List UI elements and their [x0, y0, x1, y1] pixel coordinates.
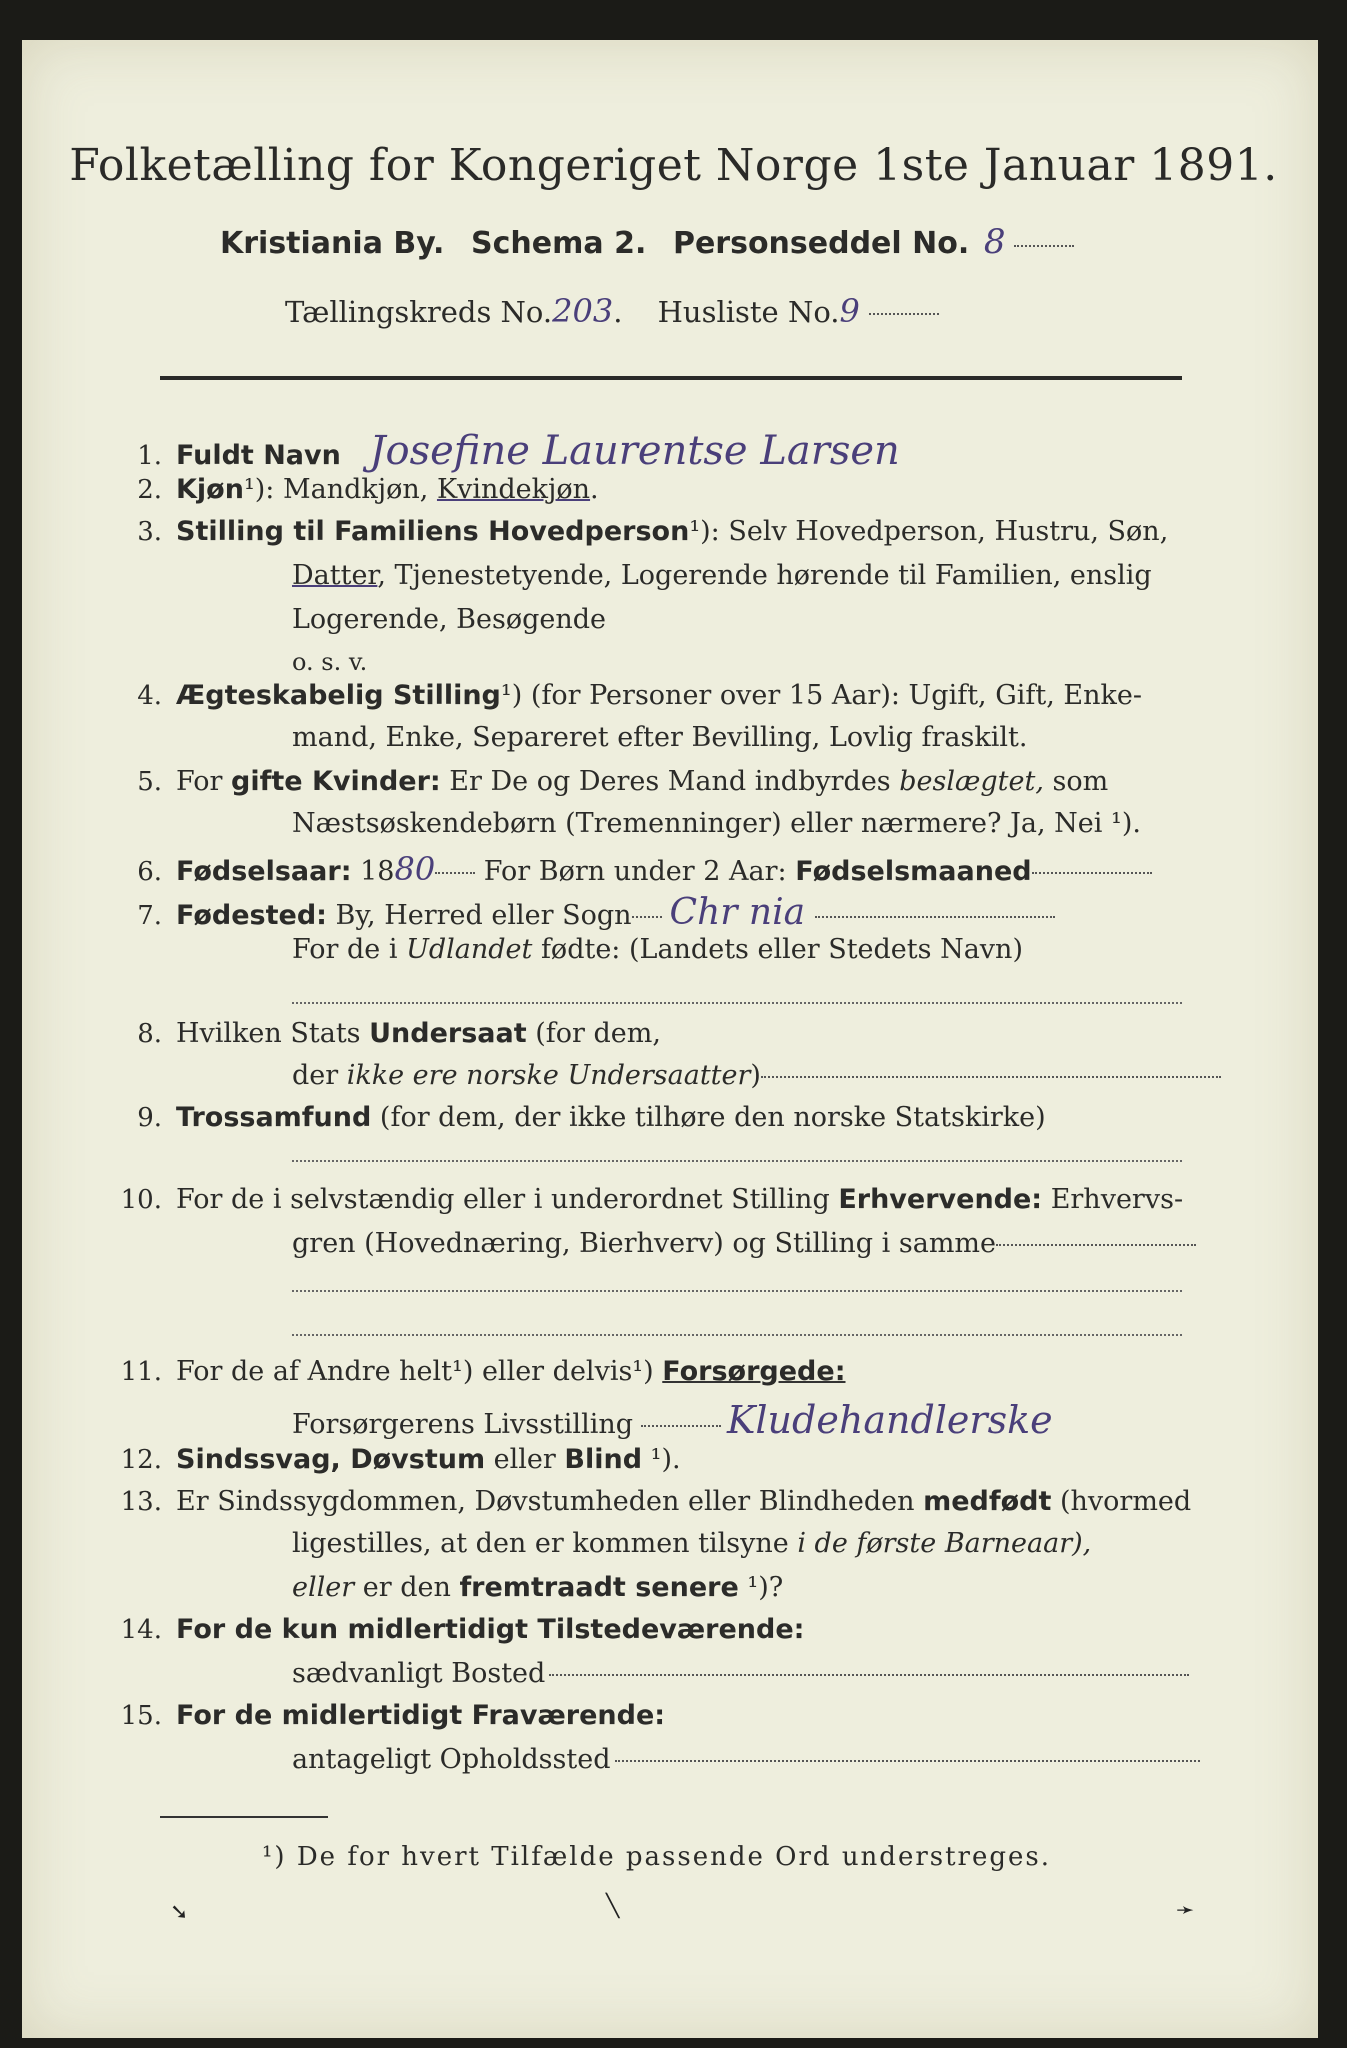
gender-selected: Kvindekjøn [436, 474, 591, 505]
header-rule [160, 376, 1182, 380]
provider-dots [641, 1425, 721, 1427]
provider-label: Forsørgerens Livsstilling [292, 1409, 634, 1440]
item-5-text: For [176, 766, 232, 797]
item-number: 14. [120, 1615, 162, 1645]
birth-year-label: Fødselsaar: [176, 856, 352, 887]
abroad-text: For de i [292, 934, 407, 965]
item-8 [100, 1018, 661, 1049]
supported-text: For de af Andre helt¹) eller delvis¹) [176, 1356, 663, 1387]
congenital-l3-text: er den [354, 1572, 460, 1603]
congenital-l2: ligestilles, at den er kommen tilsyne [292, 1528, 798, 1559]
item-6 [100, 850, 1152, 888]
taellingskreds-label: Tællingskreds No. [285, 295, 553, 329]
item-10-line-2 [292, 1228, 1196, 1259]
personseddel-number: 8 [983, 222, 1006, 262]
item-3-line-2 [292, 560, 1152, 591]
item-13-line-2 [292, 1528, 1091, 1559]
birthplace-value: Chr nia [669, 892, 806, 933]
personseddel-label: Personseddel No. [672, 226, 970, 261]
item-number: 12. [120, 1445, 162, 1475]
subject-dots [761, 1076, 1221, 1078]
corner-mark-right: ➛ [1176, 1898, 1195, 1923]
abroad-italic: Udlandet [406, 934, 533, 965]
later-onset-label: fremtraadt senere [459, 1572, 739, 1603]
page-title: Folketælling for Kongeriget Norge 1ste Januar 1891. [69, 140, 1278, 191]
footnote: ¹) De for hvert Tilfælde passende Ord understreges. [262, 1842, 1052, 1872]
item-15 [100, 1700, 665, 1731]
occupation-dots-3 [292, 1334, 1182, 1336]
item-number: 3. [137, 517, 162, 547]
congenital-l3-italic: eller [292, 1572, 355, 1603]
occupation-text-2: Erhvervs- [1042, 1184, 1184, 1215]
item-5 [100, 766, 1108, 797]
item-14 [100, 1614, 804, 1645]
congenital-text-2: (hvormed [1051, 1486, 1192, 1517]
birth-month-text: For Børn under 2 Aar: [475, 856, 796, 887]
item-number: 6. [137, 857, 162, 887]
gender-label: Kjøn [176, 474, 244, 505]
item-5-end: som [1043, 766, 1109, 797]
husliste-dots [869, 313, 939, 315]
disability-text: eller [485, 1444, 565, 1475]
item-number: 11. [120, 1357, 162, 1387]
item-2 [100, 474, 599, 505]
gender-options-text: ¹): Mandkjøn, [243, 474, 437, 505]
item-3 [100, 516, 1168, 547]
center-mark: ╲ [606, 1894, 620, 1919]
item-13-line-3 [292, 1572, 783, 1603]
usual-residence-dots [549, 1674, 1189, 1676]
abroad-dots [292, 1002, 1182, 1004]
item-number: 2. [137, 475, 162, 505]
subject-l2-italic: ikke ere norske Undersaatter [346, 1060, 751, 1091]
temp-absent-label: For de midlertidigt Fraværende: [176, 1700, 666, 1731]
item-10 [100, 1184, 1183, 1215]
item-7 [100, 892, 1055, 933]
subject-l2-text: der [292, 1060, 347, 1091]
corner-mark-left: ➘ [170, 1900, 189, 1925]
item-12 [100, 1444, 681, 1475]
full-name-label: Fuldt Navn [176, 440, 341, 471]
occupation-text: For de i selvstændig eller i underordnet Stilling [176, 1184, 839, 1215]
subject-text: Hvilken Stats [176, 1018, 370, 1049]
occupation-dots-2 [292, 1290, 1182, 1292]
birthplace-dots-b [815, 916, 1055, 918]
abroad-text-2: fødte: (Landets eller Stedets Navn) [532, 934, 1023, 965]
birth-month-dots [1032, 872, 1152, 874]
full-name-value: Josefine Laurentse Larsen [369, 428, 900, 474]
item-7-line-2 [292, 934, 1023, 965]
occupation-l2: gren (Hovednæring, Bierhverv) og Stilling i samme [292, 1228, 997, 1259]
item-3-line-3: Logerende, Besøgende [292, 604, 606, 635]
birthplace-text: By, Herred eller Sogn [326, 900, 632, 931]
item-8-line-2 [292, 1060, 1221, 1091]
birthplace-dots-a [632, 916, 662, 918]
congenital-text: Er Sindssygdommen, Døvstumheden eller Blindheden [176, 1486, 924, 1517]
city-label: Kristiania By. [220, 226, 445, 261]
item-1 [100, 428, 900, 474]
congenital-l3-end: ¹)? [738, 1572, 784, 1603]
disability-end: ¹). [642, 1444, 681, 1475]
schema-label: Schema 2. [471, 226, 647, 261]
birthplace-label: Fødested: [176, 900, 327, 931]
family-position-label: Stilling til Familiens Hovedperson [176, 516, 690, 547]
subject-l2-end: ) [750, 1060, 761, 1091]
religion-dots [292, 1160, 1182, 1162]
item-15-line-2 [292, 1744, 1200, 1775]
blind-label: Blind [564, 1444, 643, 1475]
supported-label: Forsørgede: [662, 1356, 846, 1387]
item-11-line-2 [292, 1398, 1053, 1442]
item-number: 5. [137, 767, 162, 797]
husliste-number: 9 [839, 292, 860, 330]
marital-label: Ægteskabelig Stilling [176, 680, 501, 711]
item-number: 1. [137, 441, 162, 471]
gender-end: . [590, 474, 599, 505]
provider-value: Kludehandlerske [727, 1398, 1053, 1442]
item-number: 9. [137, 1103, 162, 1133]
item-number: 4. [137, 681, 162, 711]
subject-label: Undersaat [369, 1018, 527, 1049]
presumed-residence-dots [615, 1760, 1200, 1762]
temp-present-label: For de kun midlertidigt Tilstedeværende: [176, 1614, 805, 1645]
item-4 [100, 680, 1142, 711]
item-number: 10. [120, 1185, 162, 1215]
item-number: 7. [137, 901, 162, 931]
husliste-label: Husliste No. [657, 295, 840, 329]
birth-month-label: Fødselsmaaned [795, 856, 1032, 887]
family-position-options-2: , Tjenestetyende, Logerende hørende til Familien, enslig [377, 560, 1152, 591]
birth-year-value: 80 [394, 850, 436, 888]
item-5-question: Er De og Deres Mand indbyrdes [440, 766, 900, 797]
religion-label: Trossamfund [176, 1102, 372, 1133]
birth-year-dots [435, 872, 475, 874]
item-5-italic: beslægtet, [899, 766, 1044, 797]
usual-residence-label: sædvanligt Bosted [292, 1658, 546, 1689]
marital-options: ¹) (for Personer over 15 Aar): Ugift, Gift, Enke- [500, 680, 1142, 711]
item-3-line-4: o. s. v. [292, 648, 368, 676]
footnote-rule [160, 1816, 328, 1818]
personseddel-dots [1014, 245, 1074, 247]
presumed-residence-label: antageligt Opholdssted [292, 1744, 611, 1775]
taellingskreds-number: 203 [552, 292, 614, 330]
subject-text-2: (for dem, [526, 1018, 661, 1049]
occupation-dots [996, 1244, 1196, 1246]
item-14-line-2 [292, 1658, 1189, 1689]
item-5-line-2: Næstsøskendebørn (Tremenninger) eller nærmere? Ja, Nei ¹). [292, 808, 1141, 839]
item-9 [100, 1102, 1046, 1133]
item-number: 15. [120, 1701, 162, 1731]
family-position-selected: Datter [292, 560, 378, 591]
birth-year-prefix: 18 [351, 856, 395, 887]
item-number: 13. [120, 1487, 162, 1517]
congenital-l2-italic: i de første Barneaar), [797, 1528, 1092, 1559]
header-line-3: Tællingskreds No.203. Husliste No.9 [285, 292, 939, 330]
item-11 [100, 1356, 846, 1387]
religion-text: (for dem, der ikke tilhøre den norske Statskirke) [371, 1102, 1046, 1133]
item-4-line-2: mand, Enke, Separeret efter Bevilling, Lovlig fraskilt. [292, 722, 1028, 753]
married-women-label: gifte Kvinder: [231, 766, 441, 797]
header-line-2 [220, 222, 1074, 262]
item-number: 8. [137, 1019, 162, 1049]
occupation-label: Erhvervende: [838, 1184, 1043, 1215]
family-position-options: ¹): Selv Hovedperson, Hustru, Søn, [689, 516, 1169, 547]
congenital-label: medfødt [923, 1486, 1052, 1517]
disability-label: Sindssvag, Døvstum [176, 1444, 486, 1475]
item-13 [100, 1486, 1191, 1517]
